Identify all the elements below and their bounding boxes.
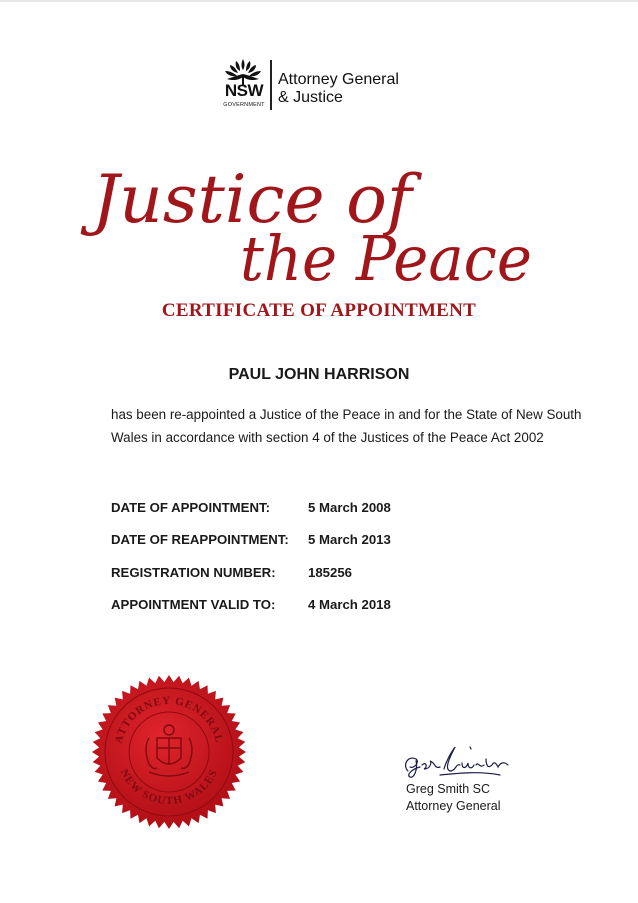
- title-line2: the Peace: [240, 222, 532, 295]
- registration-number-value: 185256: [308, 565, 353, 580]
- appointment-statement-line1: has been re-appointed a Justice of the Peace in and for the State of New South: [111, 407, 582, 422]
- certificate-heading: CERTIFICATE OF APPOINTMENT: [161, 300, 477, 321]
- appointment-statement-line2: Wales in accordance with section 4 of the Justices of the Peace Act 2002: [111, 430, 544, 445]
- scan-edge: [0, 0, 638, 2]
- signatory-name: Greg Smith SC: [406, 782, 491, 796]
- registration-number-label: REGISTRATION NUMBER:: [111, 565, 276, 580]
- certificate-title: [80, 160, 550, 300]
- logo-divider: [270, 60, 272, 110]
- government-wordmark: GOVERNMENT: [223, 102, 265, 108]
- date-of-reappointment-value: 5 March 2013: [308, 532, 391, 547]
- date-of-appointment-value: 5 March 2008: [308, 500, 391, 515]
- appointment-valid-to-value: 4 March 2018: [308, 597, 391, 612]
- seal-text-bottom: NEW SOUTH WALES: [117, 767, 221, 808]
- date-of-reappointment-label: DATE OF REAPPOINTMENT:: [111, 532, 289, 547]
- department-name-line2: & Justice: [278, 89, 343, 106]
- date-of-appointment-label: DATE OF APPOINTMENT:: [111, 500, 270, 515]
- nsw-wordmark: NSW: [224, 81, 264, 100]
- title-line1: Justice of: [80, 161, 423, 238]
- seal-text-top: ATTORNEY GENERAL: [112, 694, 226, 745]
- appointee-name: PAUL JOHN HARRISON: [228, 366, 410, 383]
- nsw-government-logo: [220, 57, 420, 113]
- department-name-line1: Attorney General: [278, 71, 399, 88]
- attorney-general-seal: [91, 674, 247, 830]
- signature: [400, 735, 520, 783]
- appointment-valid-to-label: APPOINTMENT VALID TO:: [111, 597, 276, 612]
- signatory-title: Attorney General: [406, 799, 501, 813]
